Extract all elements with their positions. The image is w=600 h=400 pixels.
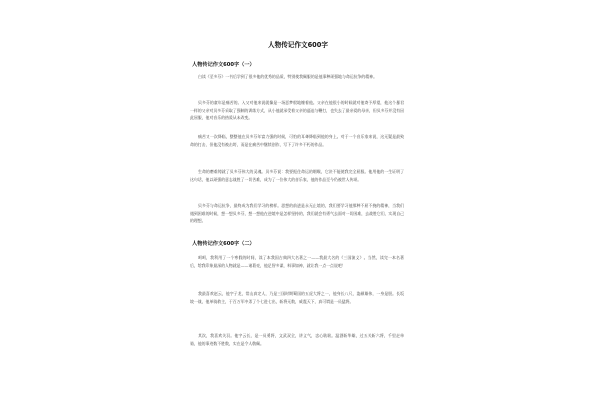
paragraph: 我最喜欢赵云，他字子龙，常山真定人，乃是三国时期蜀国的五虎大将之一，他身长八尺，姿颜雄伟，一身是胆。长坂坡一战，他单骑救主，于百万军中杀了个七进七出，斩将无数，威震天下，真可谓是一员猛将。 (190, 291, 404, 304)
paragraph: 贝多芬的童年是痛苦的。入父对他来说就像是一场恶梦般地缠着他。父亲在他很小的时候就对他寄予厚望，他这个暴君一样的父亲对贝多芬采取了强制的训练方式，从小他就承受着父亲的逼迫与鞭打，也失去了最亲爱的母亲，但贝多芬并没有因此屈服，他对音乐的热爱从未改变。 (190, 100, 404, 121)
section-heading-2: 人物传记作文600字（二） (192, 241, 255, 247)
paragraph: 白读《至多芬》一书后学到了很多他的优秀的品质，特别使我佩服的是他事种顽强地与命运抗争的精神。 (198, 74, 377, 79)
document-page (180, 32, 416, 392)
paragraph: 贝多芬与命运抗争，最终成为我们学习的榜样。思想的前进是永无止境的，我们要学习他那种不屈不挠的精神，当我们遇到困难的时候，想一想贝多芬，想一想他在逆境中是怎样坚持的，我们就会有勇气去面对一切困难，去战胜它们，实现自己的理想。 (190, 203, 404, 224)
paragraph: 其次，我喜欢关羽。他字云长，是一员勇将，文武双全，讲义气，忠心耿耿。温酒斩华雄，过五关斩六将，千里走单骑，他的事迹数不胜数，实在是令人敬佩。 (190, 333, 404, 346)
document-title: 人物传记作文600字 (268, 41, 328, 49)
paragraph: 痛苦又一次降临，整整他在贝多芬年富力强的时候，可怕的耳聋降临到他的身上。对于一个音乐家来说，这无疑是最致命的打击，但他没有被击垮，而是在痛苦中继续创作，写下了许多不朽的作品。 (190, 134, 404, 147)
paragraph: 生命的磨难铸就了贝多芬伟大的灵魂。贝多芬说：我要扼住命运的咽喉，它决不能使我完全屈服。他用他的一生证明了这句话，他以顽强的意志战胜了一切苦难，成为了一位伟大的音乐家，他的作品至今仍被世人传颂。 (190, 169, 404, 182)
section-heading-1: 人物传记作文600字（一） (192, 62, 255, 68)
paragraph: 呵呵，我利用了一个寒假的时间，读了本我国古典四大名著之一——我最大名的《三国演义》。当然，读完一本名著后，给我印象最深的人物就是——诸葛亮，他足智多谋，料事如神，就让我一点一点说吧！ (190, 255, 404, 268)
